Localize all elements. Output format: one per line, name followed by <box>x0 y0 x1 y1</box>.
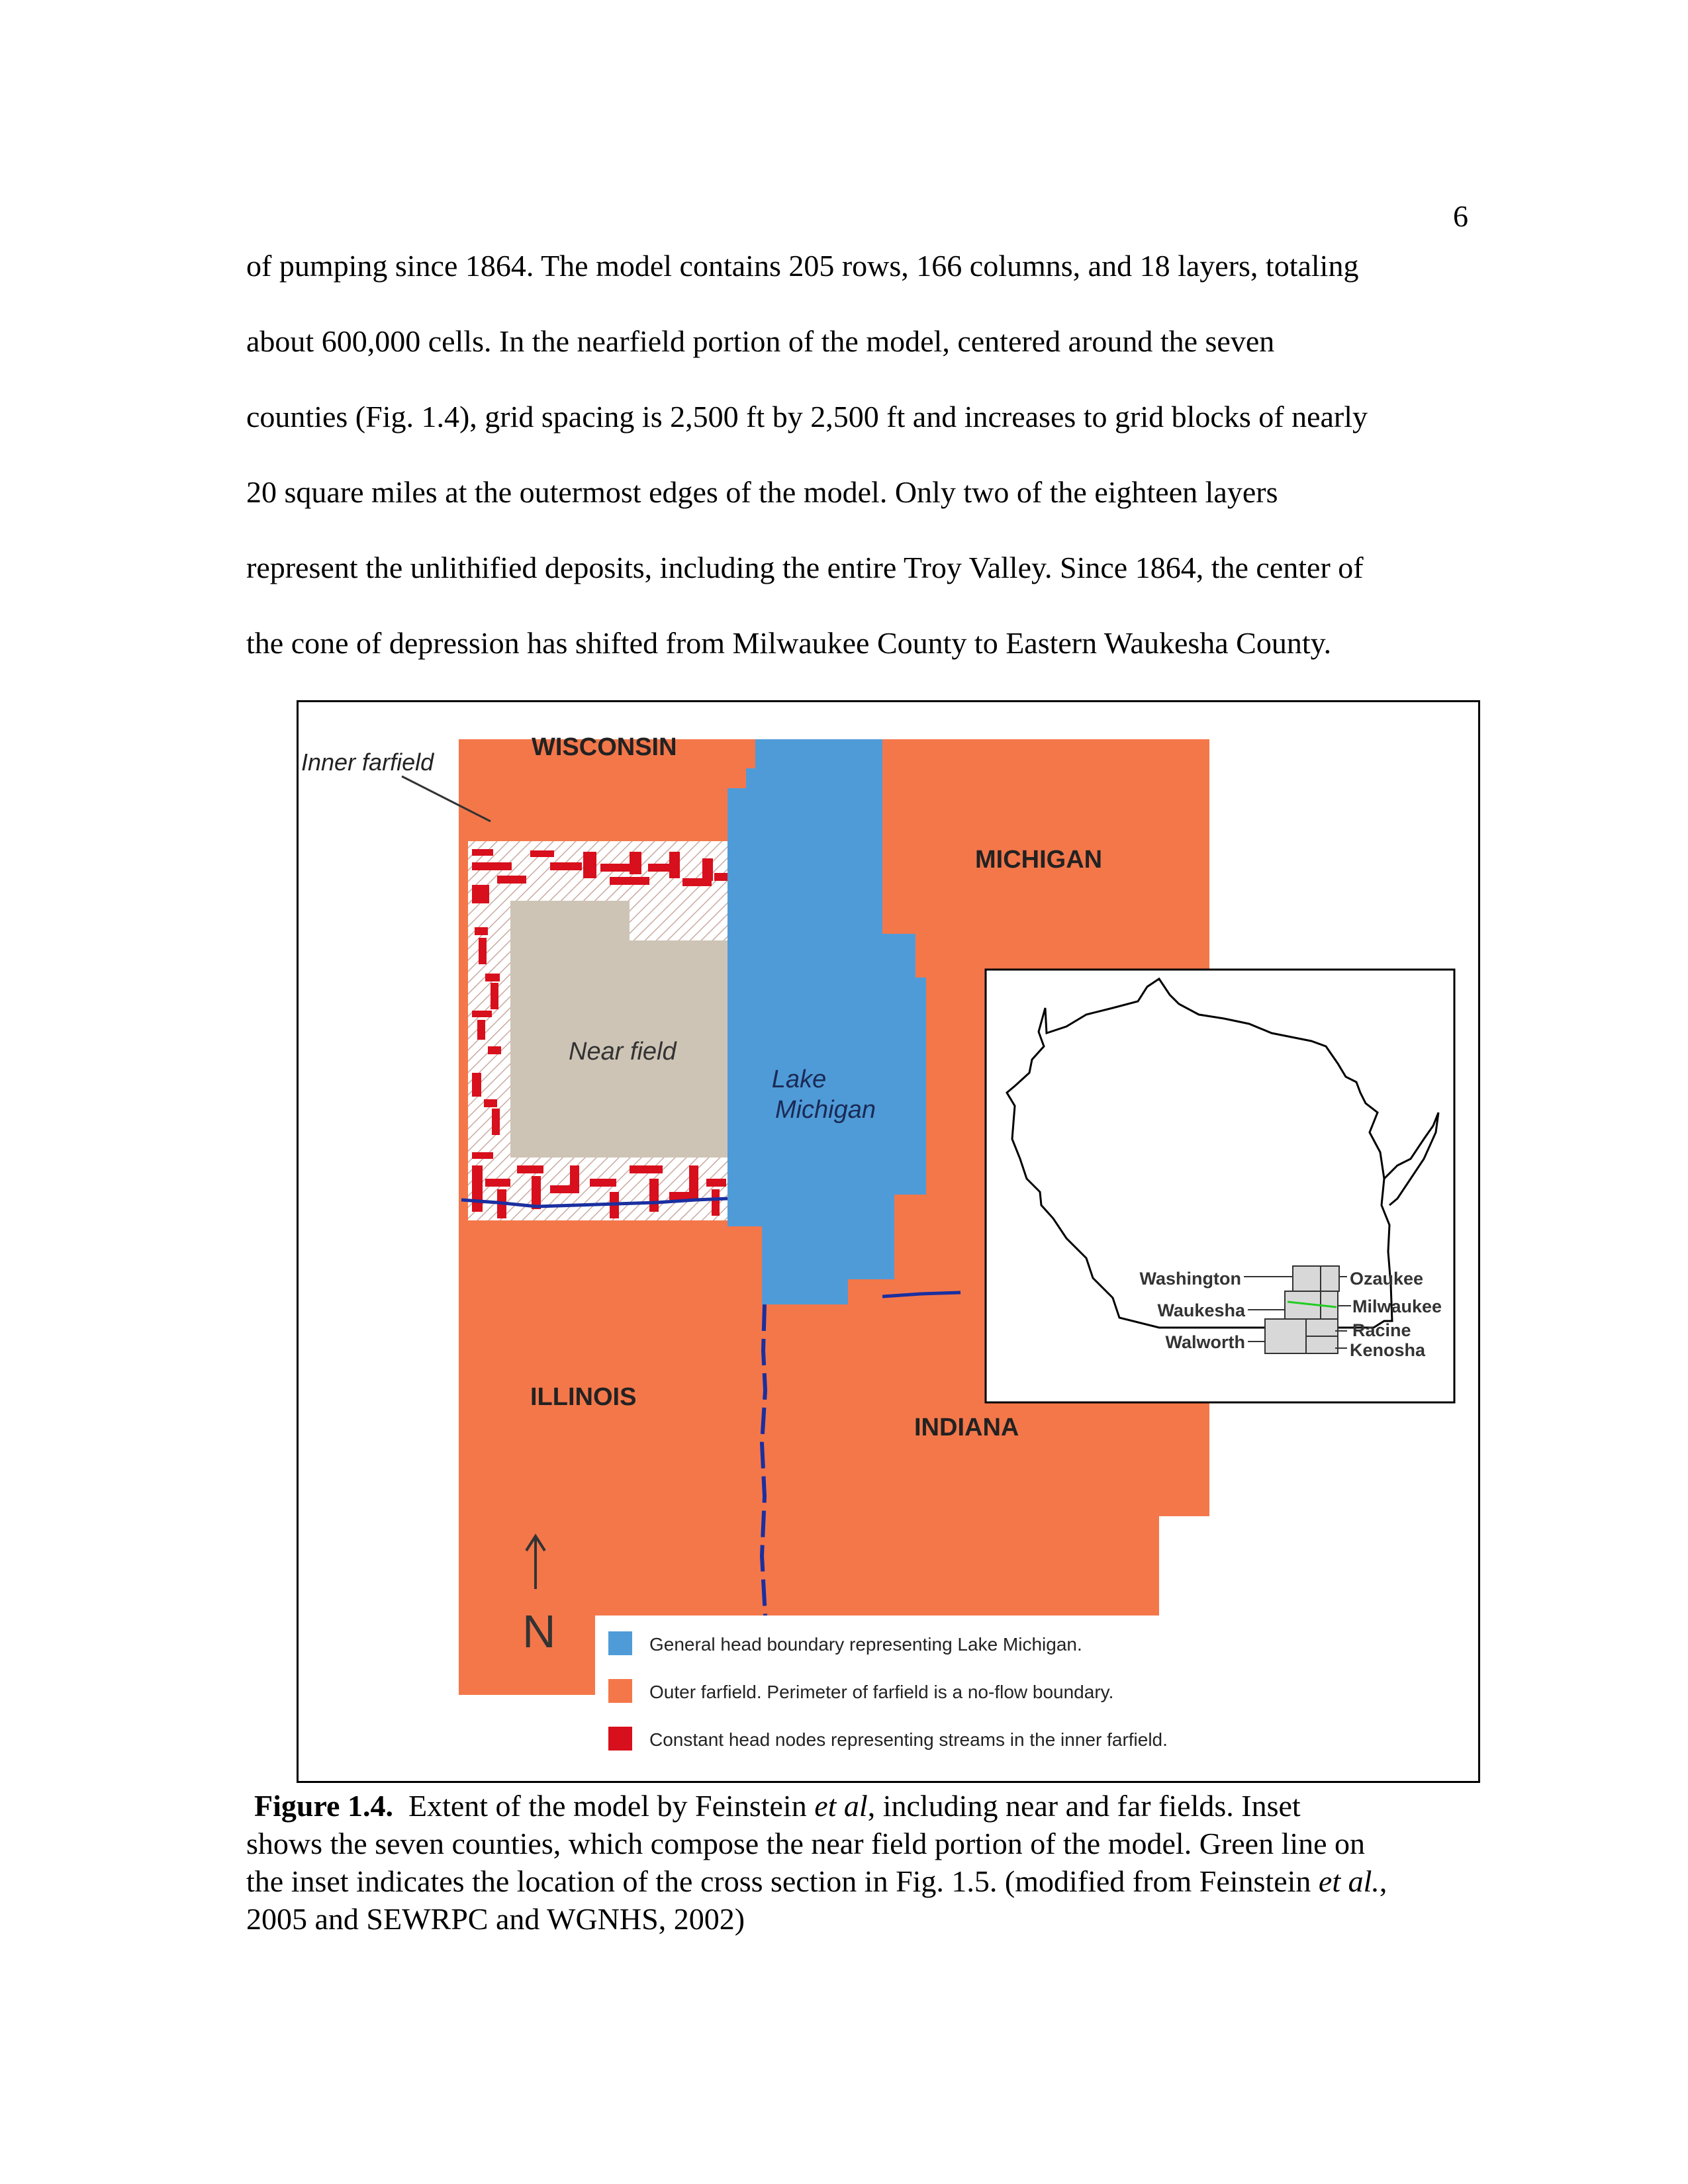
illinois-label: ILLINOIS <box>530 1383 637 1411</box>
page-number: 6 <box>1453 199 1468 233</box>
county-label-ozaukee: Ozaukee <box>1350 1269 1424 1289</box>
county-label-milwaukee: Milwaukee <box>1352 1297 1442 1316</box>
north-arrow-label: N <box>522 1606 556 1657</box>
body-line: represent the unlithified deposits, including the entire Troy Valley. Since 1864, the center of <box>246 551 1364 584</box>
county-label-washington: Washington <box>1139 1269 1241 1289</box>
figure-label: Figure 1.4. <box>254 1789 393 1823</box>
caption-emphasis: et al. <box>1318 1864 1380 1898</box>
wisconsin-label: WISCONSIN <box>532 733 677 761</box>
body-line: 20 square miles at the outermost edges of the model. Only two of the eighteen layers <box>246 475 1278 509</box>
legend-item-farfield: Outer farfield. Perimeter of farfield is a no-flow boundary. <box>649 1682 1114 1702</box>
legend-swatch-lake <box>608 1631 632 1655</box>
caption-line <box>246 1787 1477 1825</box>
caption-line <box>246 1862 1477 1900</box>
legend-swatch-farfield <box>608 1679 632 1703</box>
michigan-label: MICHIGAN <box>975 846 1103 874</box>
county-label-waukesha: Waukesha <box>1157 1300 1245 1320</box>
wisconsin-inset <box>986 970 1454 1402</box>
caption-line: shows the seven counties, which compose the near field portion of the model. Green line on <box>246 1827 1366 1860</box>
indiana-label: INDIANA <box>914 1414 1019 1441</box>
caption-emphasis: et al <box>814 1789 868 1823</box>
legend-item-lake: General head boundary representing Lake Michigan. <box>649 1634 1082 1655</box>
body-line: counties (Fig. 1.4), grid spacing is 2,500 ft by 2,500 ft and increases to grid blocks of nearly <box>246 400 1368 433</box>
body-line: of pumping since 1864. The model contains 205 rows, 166 columns, and 18 layers, totaling <box>246 249 1359 283</box>
lake-michigan-label-1: Lake <box>771 1066 827 1093</box>
legend-swatch-streams <box>608 1727 632 1751</box>
figure-1-4 <box>297 700 1480 1783</box>
body-line: the cone of depression has shifted from Milwaukee County to Eastern Waukesha County. <box>246 626 1332 660</box>
lake-michigan-label-2: Michigan <box>774 1096 876 1124</box>
body-paragraph <box>246 246 1477 699</box>
caption-text: the inset indicates the location of the cross section in Fig. 1.5. (modified from Feinstein <box>246 1864 1319 1898</box>
county-label-walworth: Walworth <box>1165 1332 1245 1352</box>
model-extent-map <box>299 702 1478 1781</box>
caption-line: 2005 and SEWRPC and WGNHS, 2002) <box>246 1902 745 1936</box>
body-line: about 600,000 cells. In the nearfield portion of the model, centered around the seven <box>246 324 1275 358</box>
county-label-racine: Racine <box>1352 1320 1411 1340</box>
caption-text: , including near and far fields. Inset <box>867 1789 1301 1823</box>
figure-caption <box>246 1787 1477 1938</box>
caption-text: Extent of the model by Feinstein <box>393 1789 815 1823</box>
legend-item-streams: Constant head nodes representing streams in the inner farfield. <box>649 1729 1168 1750</box>
county-label-kenosha: Kenosha <box>1350 1340 1426 1360</box>
near-field-label: Near field <box>569 1038 677 1066</box>
inner-farfield-label: Inner farfield <box>301 749 434 776</box>
caption-text: , <box>1379 1864 1387 1898</box>
